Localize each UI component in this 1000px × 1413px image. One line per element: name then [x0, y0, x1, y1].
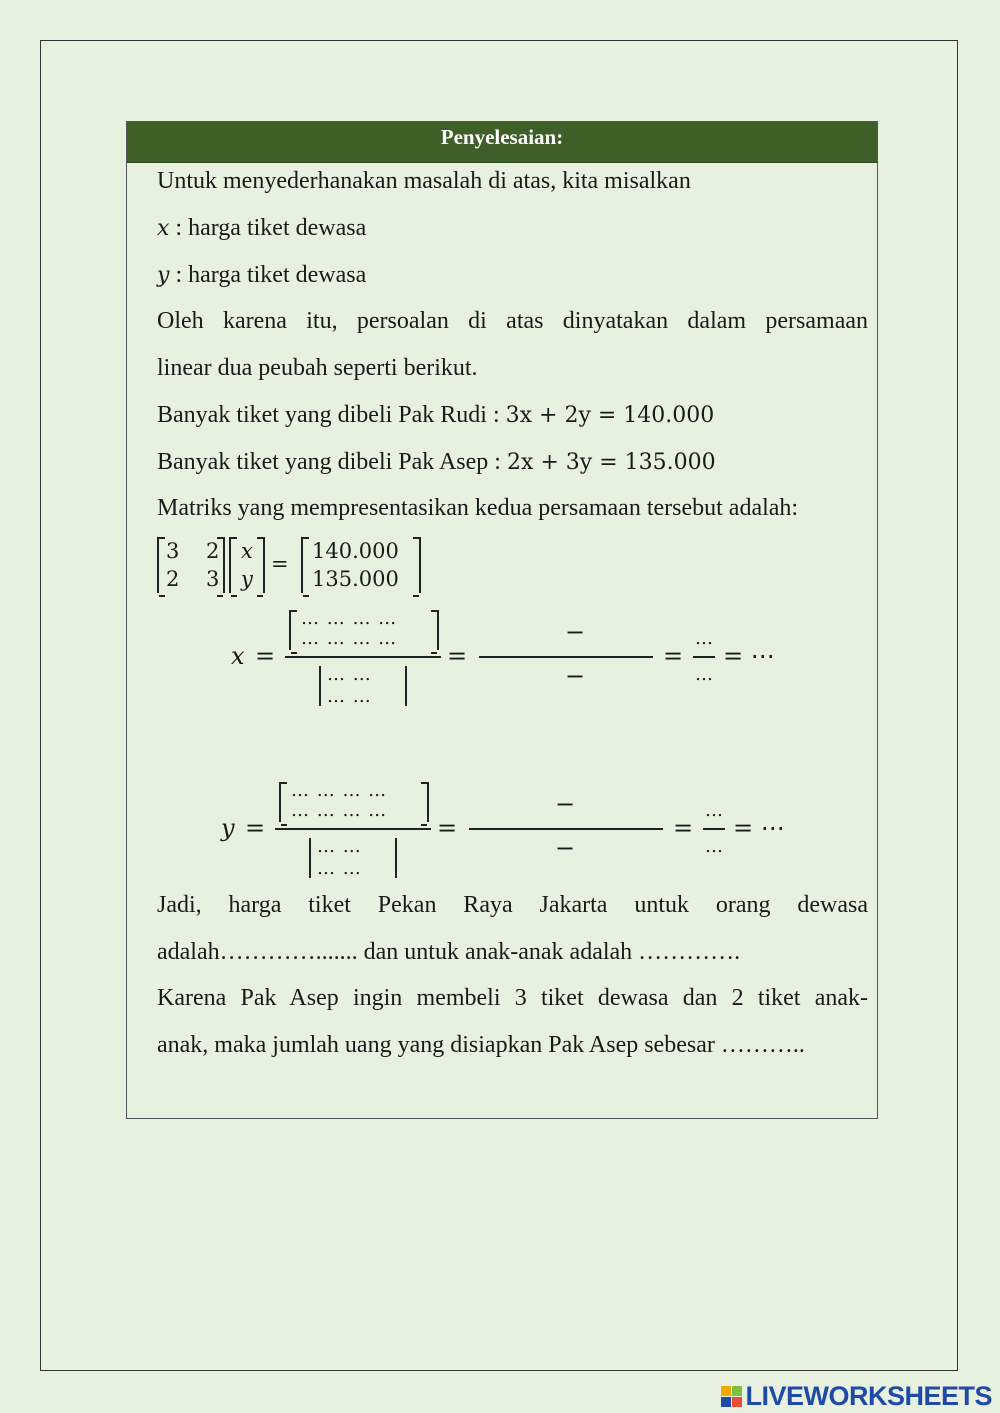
- paragraph-line-1: Oleh karena itu, persoalan di atas dinyatakan dalam persamaan: [157, 308, 868, 334]
- equation-asep-math: 2x + 3y = 135.000: [506, 450, 716, 475]
- solution-box: [126, 121, 878, 1119]
- cramer-y-small-bar: [703, 828, 725, 830]
- equation-rudi-label: Banyak tiket yang dibeli Pak Rudi :: [157, 402, 506, 428]
- cramer-x-small-num: …: [695, 628, 714, 649]
- cramer-x-den-row1: … …: [327, 664, 372, 685]
- cramer-x-num-row1: … … … …: [301, 608, 398, 629]
- equation-asep-label: Banyak tiket yang dibeli Pak Asep :: [157, 449, 507, 475]
- cramer-y-eq2: =: [437, 814, 458, 842]
- var-y-definition: [157, 260, 868, 291]
- cramer-y-formula: [217, 776, 797, 886]
- conclusion-line-1: Jadi, harga tiket Pekan Raya Jakarta untuk orang dewasa: [157, 892, 868, 918]
- final-line-2: anak, maka jumlah uang yang disiapkan Pak Asep sebesar ………..: [157, 1032, 805, 1058]
- cramer-y-den-row1: … …: [317, 836, 362, 857]
- var-x-definition: [157, 213, 868, 244]
- coefficient-matrix: [157, 537, 225, 593]
- constant-vector: [301, 537, 421, 593]
- cramer-y-num-row2: … … … …: [291, 800, 388, 821]
- solution-header: Penyelesaian:: [127, 122, 877, 163]
- cramer-x-numerator-matrix: [289, 610, 439, 650]
- equation-rudi-math: 3x + 2y = 140.000: [505, 403, 715, 428]
- cramer-y-eq3: =: [673, 814, 694, 842]
- vector-y: y: [241, 567, 253, 591]
- cramer-y-minus-top: −: [555, 790, 576, 818]
- cramer-y-small-den: …: [705, 836, 724, 857]
- cramer-x-mid-bar: [479, 656, 653, 658]
- cramer-y-num-row1: … … … …: [291, 780, 388, 801]
- vector-b2: 135.000: [312, 567, 399, 591]
- equation-rudi: [157, 400, 868, 431]
- cramer-y-main-bar: [275, 828, 431, 830]
- matrix-a21: 2: [166, 567, 180, 591]
- cramer-x-formula: [227, 604, 787, 714]
- var-x-sep: :: [169, 215, 189, 241]
- matrix-a12: 2: [206, 539, 220, 563]
- var-x-symbol: x: [157, 216, 170, 241]
- var-y-symbol: y: [157, 263, 170, 288]
- final-line-1: Karena Pak Asep ingin membeli 3 tiket dewasa dan 2 tiket anak-: [157, 985, 868, 1011]
- liveworksheets-logo[interactable]: [721, 1380, 992, 1411]
- liveworksheets-logo-text: LIVEWORKSHEETS: [745, 1380, 992, 1411]
- cramer-y-numerator-matrix: [279, 782, 429, 822]
- cramer-x-var: x: [231, 642, 245, 670]
- cramer-x-eq2: =: [447, 642, 468, 670]
- conclusion-line-2: adalah…………....... dan untuk anak-anak adalah ………….: [157, 939, 741, 965]
- cramer-x-small-den: …: [695, 664, 714, 685]
- matrix-intro: Matriks yang mempresentasikan kedua persamaan tersebut adalah:: [157, 495, 799, 521]
- cramer-x-result: = ⋯: [723, 642, 775, 670]
- cramer-x-det-right: [405, 666, 407, 706]
- cramer-y-det-left: [309, 838, 311, 878]
- cramer-y-den-row2: … …: [317, 858, 362, 879]
- vector-b1: 140.000: [312, 539, 399, 563]
- cramer-x-det-left: [319, 666, 321, 706]
- cramer-y-var: y: [221, 814, 235, 842]
- cramer-y-small-num: …: [705, 800, 724, 821]
- cramer-y-result: = ⋯: [733, 814, 785, 842]
- cramer-y-mid-bar: [469, 828, 663, 830]
- var-y-desc: harga tiket dewasa: [188, 262, 367, 288]
- cramer-y-eq: =: [245, 814, 266, 842]
- cramer-x-main-bar: [285, 656, 441, 658]
- cramer-y-det-right: [395, 838, 397, 878]
- cramer-x-eq: =: [255, 642, 276, 670]
- cramer-x-minus-top: −: [565, 618, 586, 646]
- cramer-x-eq3: =: [663, 642, 684, 670]
- liveworksheets-logo-icon: [721, 1386, 742, 1407]
- variable-vector: [229, 537, 265, 593]
- cramer-x-small-bar: [693, 656, 715, 658]
- matrix-a11: 3: [166, 539, 180, 563]
- cramer-x-num-row2: … … … …: [301, 628, 398, 649]
- cramer-x-den-row2: … …: [327, 686, 372, 707]
- cramer-y-minus-bottom: −: [555, 834, 576, 862]
- vector-x: x: [241, 539, 253, 563]
- intro-text: Untuk menyederhanakan masalah di atas, kita misalkan: [157, 168, 691, 194]
- matrix-a22: 3: [206, 567, 220, 591]
- paragraph-line-2: linear dua peubah seperti berikut.: [157, 355, 478, 381]
- matrix-equals: =: [271, 552, 289, 576]
- equation-asep: [157, 447, 868, 478]
- var-y-sep: :: [169, 262, 189, 288]
- cramer-x-minus-bottom: −: [565, 662, 586, 690]
- var-x-desc: harga tiket dewasa: [188, 215, 367, 241]
